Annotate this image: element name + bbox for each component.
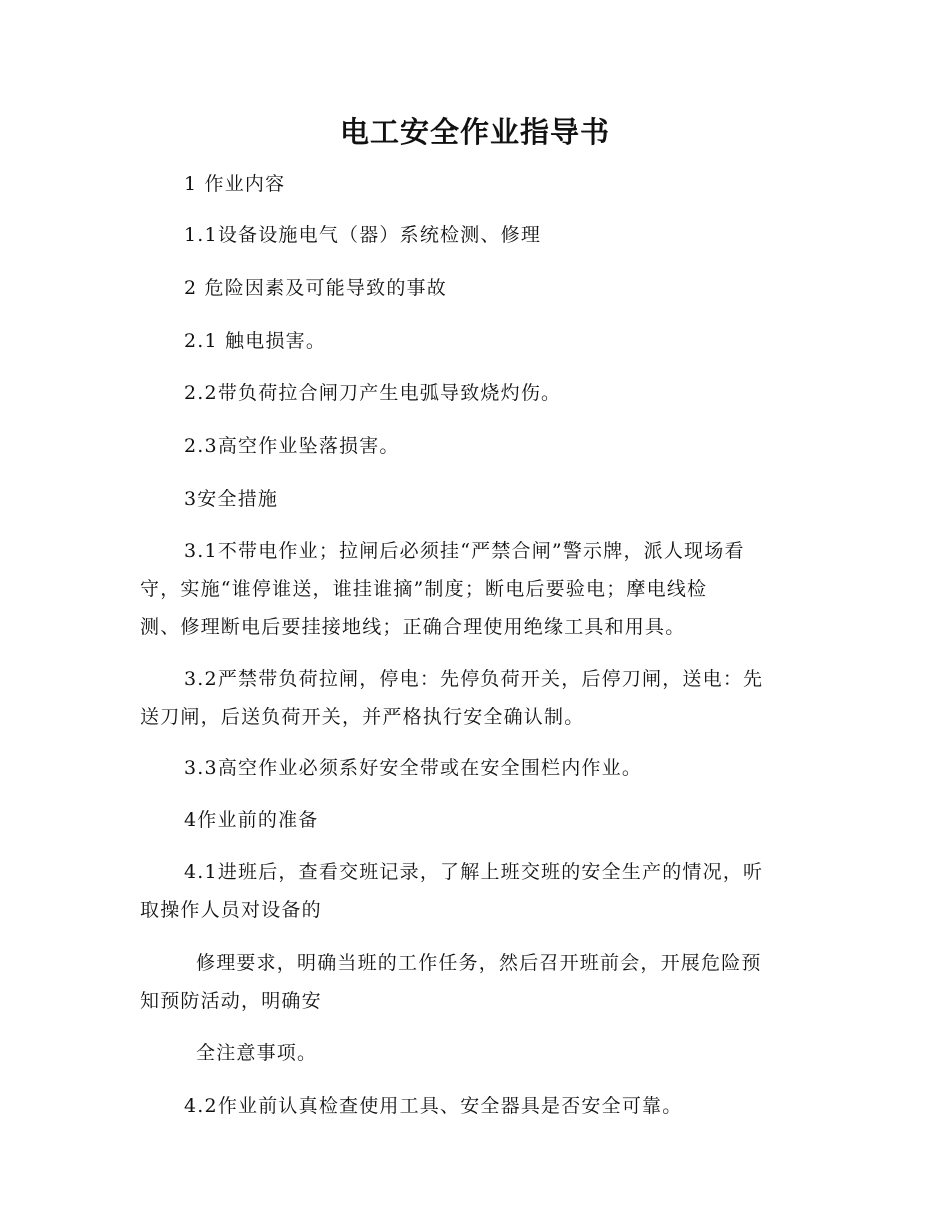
paragraph-4-1-continued bbox=[140, 944, 810, 1020]
paragraph-4-1-line: 修理要求，明确当班的工作任务，然后召开班前会，开展危险预 bbox=[196, 952, 762, 974]
paragraph-3-1-line: 测、修理断电后要挂接地线；正确合理使用绝缘工具和用具。 bbox=[140, 616, 686, 638]
paragraph-4-1-line: 4.1进班后，查看交班记录，了解上班交班的安全生产的情况，听 bbox=[184, 861, 764, 883]
paragraph-2-3: 2.3高空作业坠落损害。 bbox=[184, 435, 400, 457]
paragraph-3-1 bbox=[140, 532, 810, 646]
paragraph-2-1: 2.1 触电损害。 bbox=[184, 330, 327, 352]
paragraph-4-2: 4.2作业前认真检查使用工具、安全器具是否安全可靠。 bbox=[184, 1095, 683, 1117]
paragraph-3-1-line: 3.1不带电作业；拉闸后必须挂“严禁合闸”警示牌，派人现场看 bbox=[184, 540, 745, 562]
paragraph-3-2 bbox=[140, 660, 810, 736]
section-4-heading: 4作业前的准备 bbox=[184, 809, 319, 831]
paragraph-3-2-line: 送刀闸，后送负荷开关，并严格执行安全确认制。 bbox=[140, 706, 585, 728]
section-2-heading: 2 危险因素及可能导致的事故 bbox=[184, 277, 447, 299]
paragraph-3-1-line: 守，实施“谁停谁送，谁挂谁摘”制度；断电后要验电；摩电线检 bbox=[140, 578, 708, 600]
paragraph-3-2-line: 3.2严禁带负荷拉闸，停电：先停负荷开关，后停刀闸，送电：先 bbox=[184, 668, 764, 690]
paragraph-4-1-end: 全注意事项。 bbox=[196, 1042, 318, 1064]
section-1-heading: 1 作业内容 bbox=[184, 173, 286, 195]
paragraph-4-1-line: 取操作人员对设备的 bbox=[140, 899, 322, 921]
paragraph-4-1 bbox=[140, 853, 810, 929]
document-title: 电工安全作业指导书 bbox=[339, 115, 610, 149]
paragraph-2-2: 2.2带负荷拉合闸刀产生电弧导致烧灼伤。 bbox=[184, 382, 562, 404]
paragraph-1-1: 1.1设备设施电气（器）系统检测、修理 bbox=[184, 224, 542, 246]
section-3-heading: 3安全措施 bbox=[184, 488, 279, 510]
paragraph-4-1-line: 知预防活动，明确安 bbox=[140, 990, 322, 1012]
paragraph-3-3: 3.3高空作业必须系好安全带或在安全围栏内作业。 bbox=[184, 757, 643, 779]
